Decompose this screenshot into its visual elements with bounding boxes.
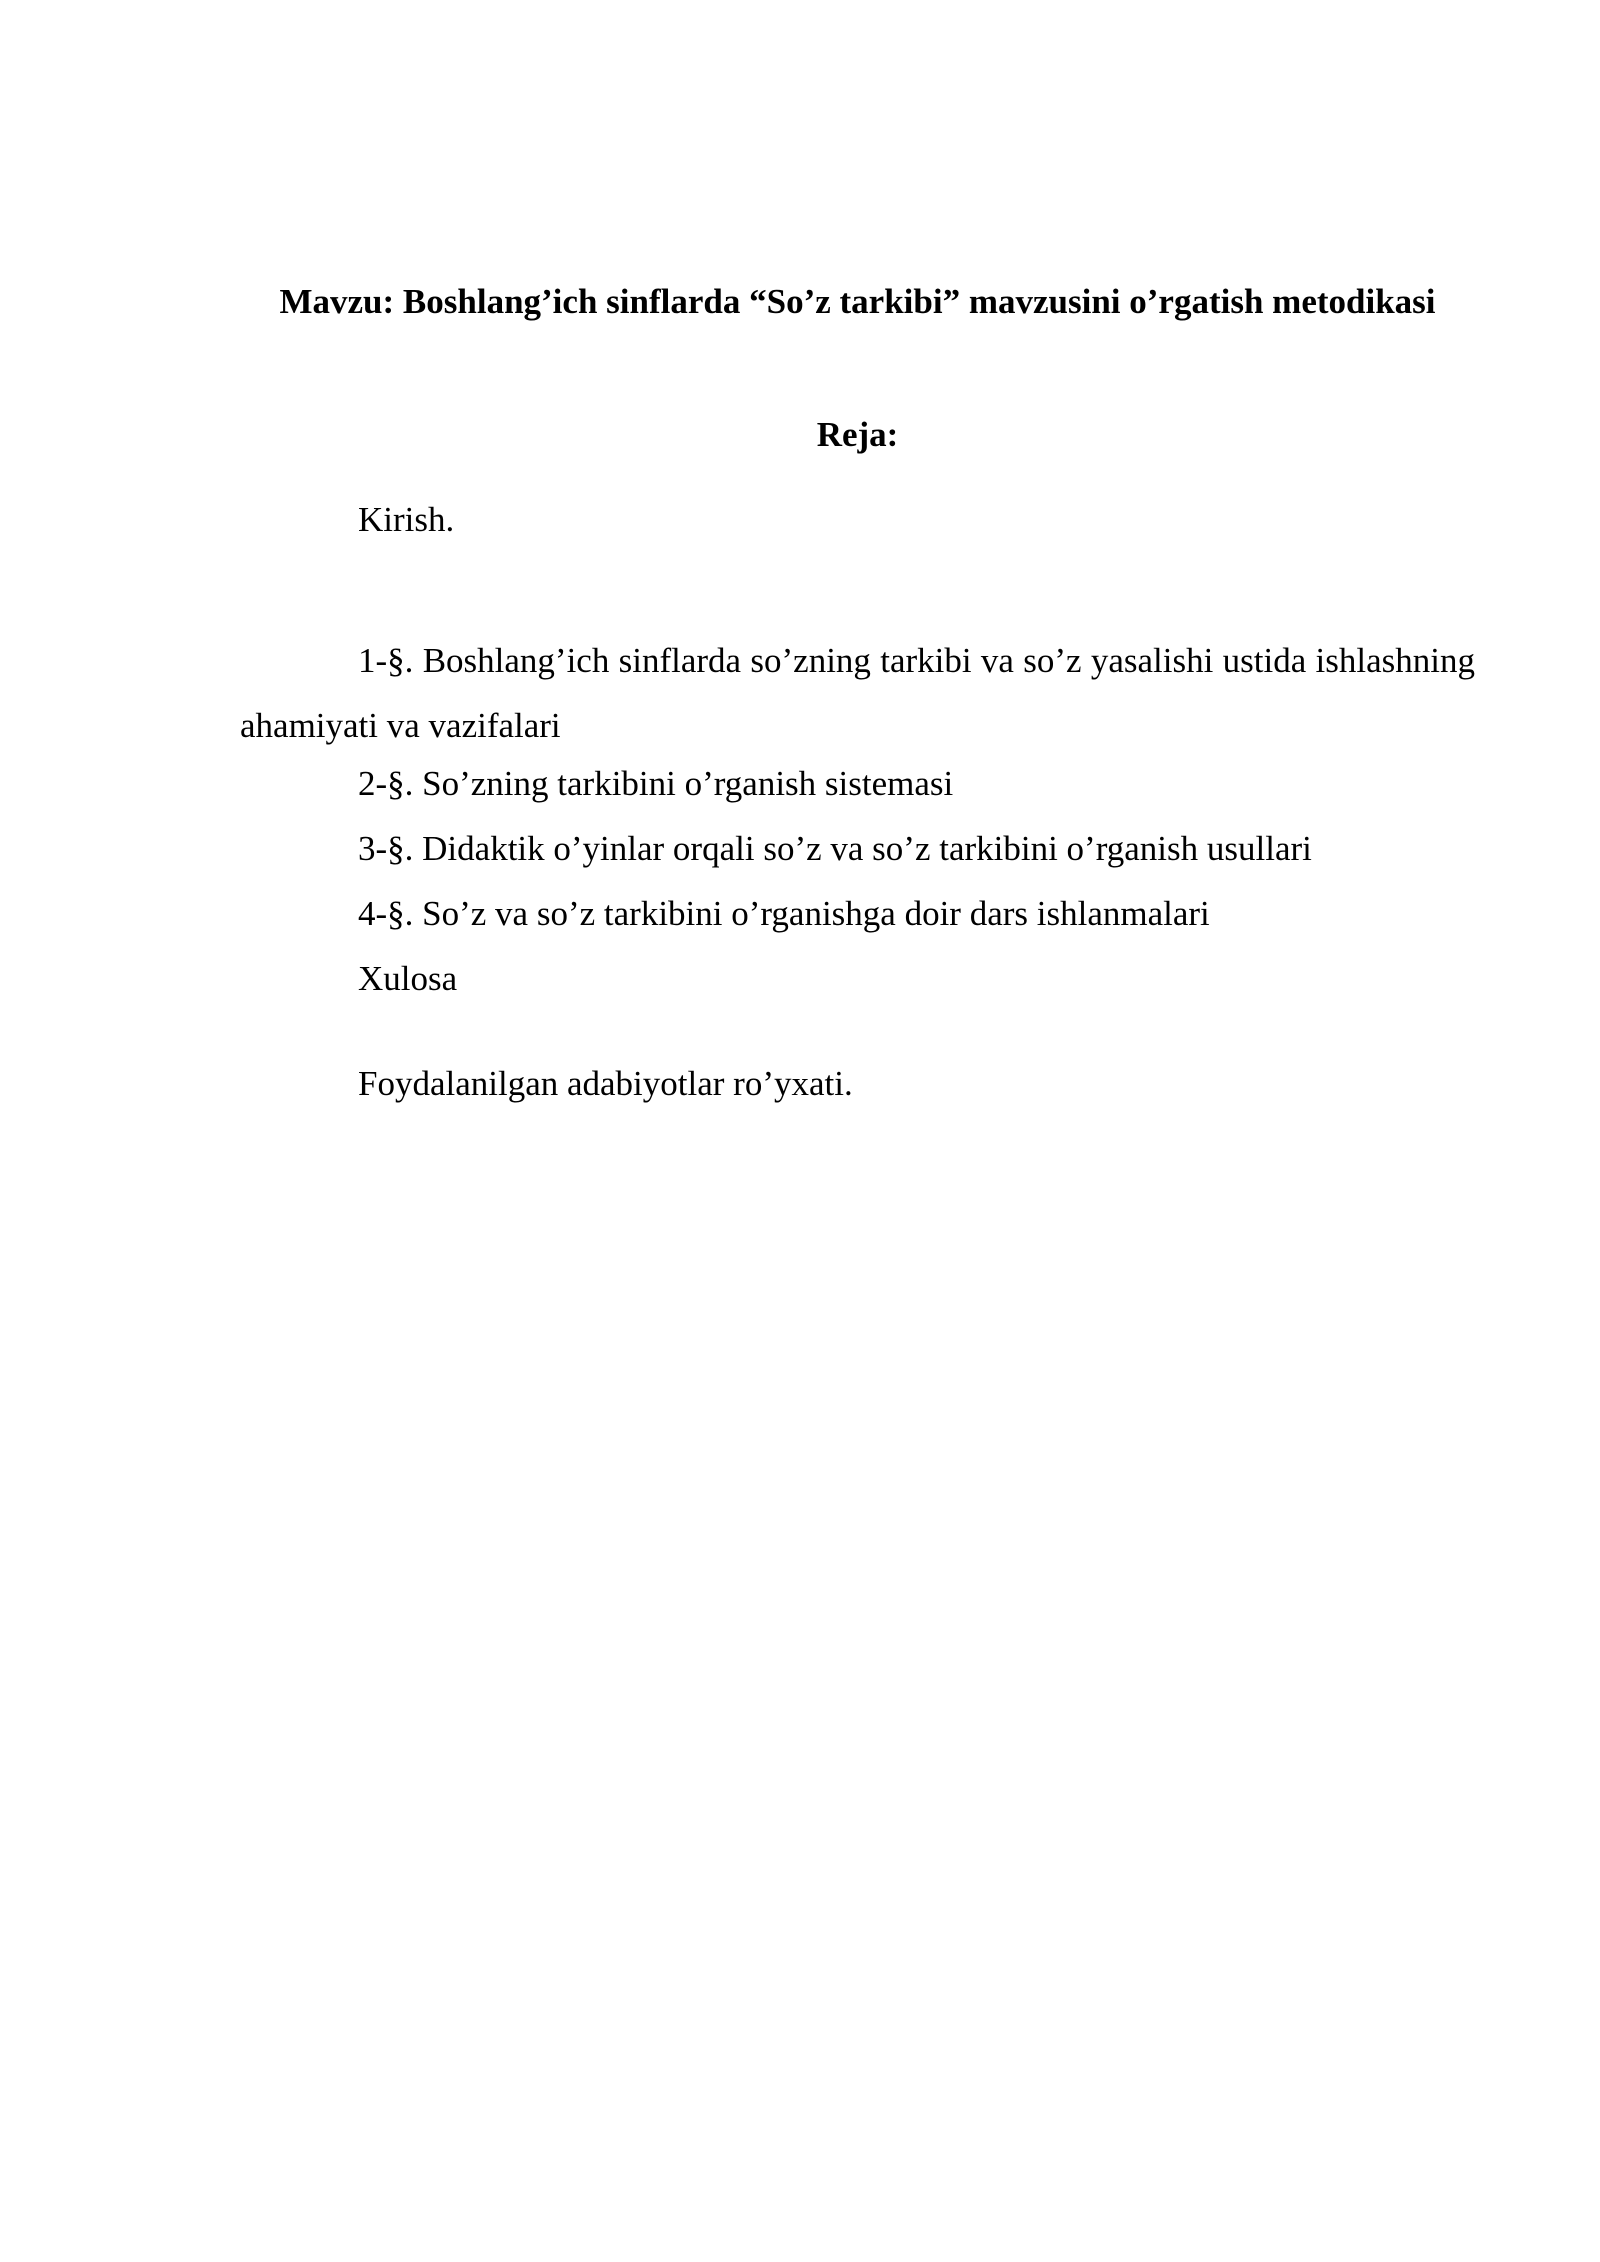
plan-item-conclusion: Xulosa xyxy=(358,959,458,998)
plan-item-section-4: 4-§. So’z va so’z tarkibini o’rganishga doir dars ishlanmalari xyxy=(358,894,1210,933)
plan-item-section-2: 2-§. So’zning tarkibini o’rganish sistemasi xyxy=(358,764,954,803)
plan-item-references: Foydalanilgan adabiyotlar ro’yxati. xyxy=(358,1064,853,1103)
plan-heading: Reja: xyxy=(816,415,899,454)
plan-item-section-1: 1-§. Boshlang’ich sinflarda so’zning tarkibi va so’z yasalishi ustida ishlashning ahamiyati va vazifalari xyxy=(240,641,1475,745)
document-title: Mavzu: Boshlang’ich sinflarda “So’z tarkibi” mavzusini o’rgatish metodikasi xyxy=(279,282,1436,321)
plan-item-section-3: 3-§. Didaktik o’yinlar orqali so’z va so’z tarkibini o’rganish usullari xyxy=(358,829,1312,868)
plan-item-intro: Kirish. xyxy=(358,500,455,539)
